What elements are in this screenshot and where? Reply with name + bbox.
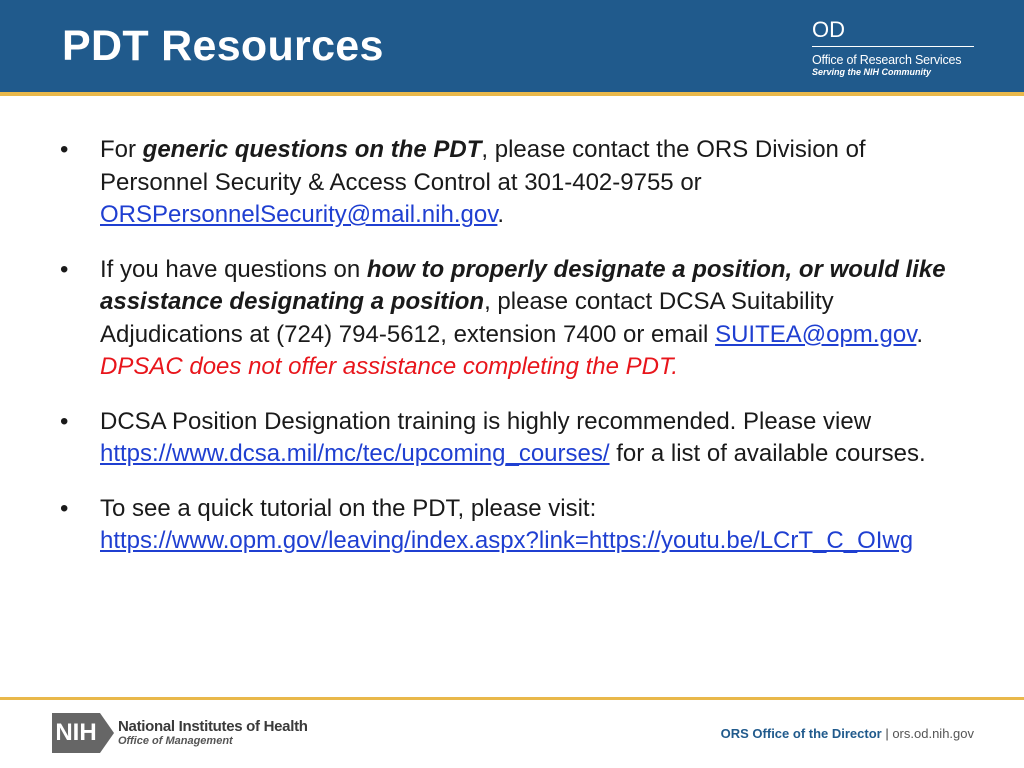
logo-tagline: Serving the NIH Community [812,67,932,77]
footer-office: ORS Office of the Director [720,726,882,741]
bullet-text: DCSA Position Designation training is highly recommended. Please view [100,407,872,435]
bullet-text: For [100,136,143,163]
bullet-text: , please contact the ORS Division of Personnel Security & Access Control at 301-402-9755 or [100,136,866,196]
logo-name: Office of Research Services [812,53,962,67]
header-gold-rule [0,92,1024,96]
bullet-item [58,406,968,471]
bullet-emphasis: generic questions on the PDT [142,136,482,163]
footer-gold-rule [0,697,1024,700]
nih-logo-text [118,718,308,747]
page-title: PDT Resources [62,22,384,70]
bullet-text: . [916,320,924,348]
tutorial-link[interactable]: https://www.opm.gov/leaving/index.aspx?link=https://youtu.be/LCrT_C_OIwg [100,527,914,554]
bullet-text: . [497,201,505,228]
header-bar [0,0,1024,92]
suitea-email-link[interactable]: SUITEA@opm.gov [715,320,917,348]
bullet-item [58,493,968,558]
footer-credit [721,726,974,741]
nih-logo-box: NIH [52,713,100,753]
ors-logo [812,18,977,78]
footer-separator: | [881,726,893,741]
bullet-item [58,134,968,232]
dpsac-notice: DPSAC does not offer assistance completing the PDT. [100,353,679,380]
nih-logo-arrow [100,713,114,753]
bullet-emphasis: how to properly designate a position, or would like assistance designating a position [100,255,946,315]
bullet-list [58,134,968,580]
dcsa-courses-link[interactable]: https://www.dcsa.mil/mc/tec/upcoming_courses/ [100,440,610,467]
bullet-dot: • [60,407,69,435]
ors-email-link[interactable]: ORSPersonnelSecurity@mail.nih.gov [100,201,498,228]
logo-divider [812,46,974,47]
nih-name: National Institutes of Health [118,718,308,735]
bullet-text: , please contact DCSA Suitability Adjudications at (724) 794-5612, extension 7400 or email [100,288,834,348]
bullet-text: If you have questions on [100,255,367,283]
logo-od: OD [812,17,845,42]
nih-office: Office of Management [118,735,233,747]
bullet-text: for a list of available courses. [609,440,926,467]
bullet-dot: • [60,136,69,163]
bullet-dot: • [60,255,69,283]
bullet-text: To see a quick tutorial on the PDT, please visit: [100,494,597,522]
bullet-dot: • [60,494,69,522]
bullet-item [58,254,968,384]
footer-url: ors.od.nih.gov [892,726,974,741]
